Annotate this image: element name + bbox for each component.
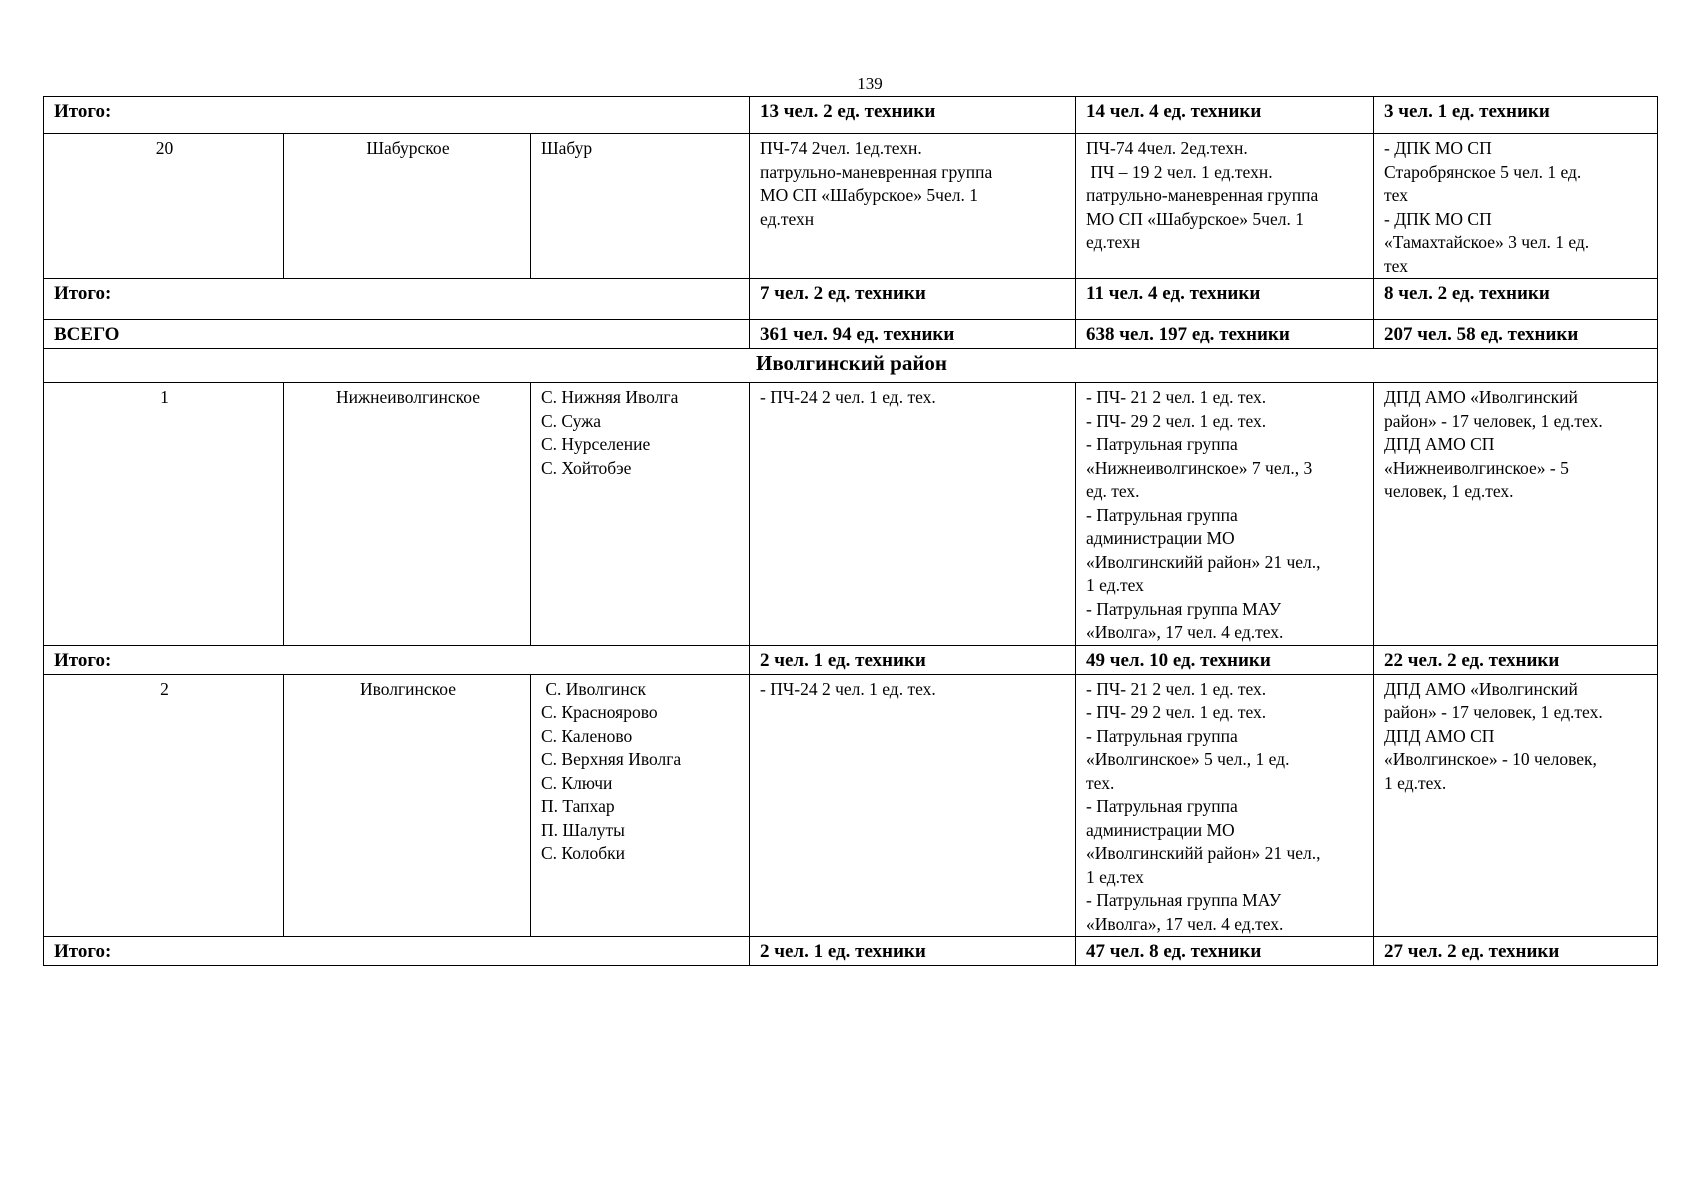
cell-line: Шабур xyxy=(541,138,593,158)
cell-line: - ДПК МО СП xyxy=(1384,138,1492,158)
cell-line: - Патрульная группа xyxy=(1086,434,1238,454)
total-col1: 7 чел. 2 ед. техники xyxy=(750,279,1076,320)
cell-line: С. Красноярово xyxy=(541,702,658,722)
district-title: Иволгинский район xyxy=(44,349,1658,383)
col1-resources xyxy=(750,674,1076,937)
cell-line: тех xyxy=(1384,185,1408,205)
total-col1: 13 чел. 2 ед. техники xyxy=(750,97,1076,134)
cell-line: С. Нижняя Иволга xyxy=(541,387,679,407)
total-label: Итого: xyxy=(44,97,750,134)
col1-resources xyxy=(750,134,1076,279)
grand-total-label: ВСЕГО xyxy=(44,320,750,349)
cell-line: ДПД АМО «Иволгинский xyxy=(1384,678,1578,699)
cell-line: С. Иволгинск xyxy=(541,678,647,699)
cell-line: администрации МО xyxy=(1086,528,1235,548)
total-col2: 47 чел. 8 ед. техники xyxy=(1076,937,1374,966)
cell-line: ДПД АМО СП xyxy=(1384,434,1495,454)
cell-line: «Тамахтайское» 3 чел. 1 ед. xyxy=(1384,232,1590,252)
col3-resources xyxy=(1374,134,1658,279)
total-label: Итого: xyxy=(44,279,750,320)
cell-line: МО СП «Шабурское» 5чел. 1 xyxy=(1086,208,1304,229)
total-col3: 22 чел. 2 ед. техники xyxy=(1374,645,1658,674)
cell-line: С. Каленово xyxy=(541,725,633,746)
col3-resources xyxy=(1374,383,1658,646)
page-number: 139 xyxy=(857,74,883,93)
cell-line: - ДПК МО СП xyxy=(1384,208,1492,229)
total-col3: 27 чел. 2 ед. техники xyxy=(1374,937,1658,966)
cell-line: - ПЧ- 21 2 чел. 1 ед. тех. xyxy=(1086,678,1267,699)
col2-resources xyxy=(1076,674,1374,937)
total-col3: 8 чел. 2 ед. техники xyxy=(1374,279,1658,320)
col1-resources xyxy=(750,383,1076,646)
cell-line: «Иволгинское» - 10 человек, xyxy=(1384,749,1597,769)
cell-line: С. Хойтобэе xyxy=(541,457,632,478)
cell-line: С. Ключи xyxy=(541,772,613,793)
cell-line: район» - 17 человек, 1 ед.тех. xyxy=(1384,702,1603,722)
cell-line: тех. xyxy=(1086,772,1115,793)
total-row-2 xyxy=(44,937,1658,966)
total-col2: 11 чел. 4 ед. техники xyxy=(1076,279,1374,320)
total-col2: 14 чел. 4 ед. техники xyxy=(1076,97,1374,134)
total-row-20 xyxy=(44,279,1658,320)
cell-line: «Иволгинскийй район» 21 чел., xyxy=(1086,843,1321,863)
cell-line: - ПЧ- 29 2 чел. 1 ед. тех. xyxy=(1086,410,1267,431)
cell-line: «Нижнеиволгинское» - 5 xyxy=(1384,457,1569,478)
cell-line: ДПД АМО «Иволгинский xyxy=(1384,387,1578,407)
cell-line: 1 ед.тех xyxy=(1086,866,1144,887)
district-header-row xyxy=(44,349,1658,383)
cell-line: С. Сужа xyxy=(541,410,602,431)
col3-resources xyxy=(1374,674,1658,937)
total-col2: 49 чел. 10 ед. техники xyxy=(1076,645,1374,674)
cell-line: С. Верхняя Иволга xyxy=(541,749,682,769)
cell-line: ед.техн xyxy=(760,208,815,229)
cell-line: - ПЧ- 29 2 чел. 1 ед. тех. xyxy=(1086,702,1267,722)
cell-line: «Иволга», 17 чел. 4 ед.тех. xyxy=(1086,622,1284,642)
col2-resources xyxy=(1076,383,1374,646)
settlement-row-1 xyxy=(44,383,1658,646)
cell-line: ПЧ-74 2чел. 1ед.техн. xyxy=(760,138,922,158)
total-col3: 3 чел. 1 ед. техники xyxy=(1374,97,1658,134)
cell-line: ед. тех. xyxy=(1086,481,1140,501)
cell-line: патрульно-маневренная группа xyxy=(1086,185,1319,205)
cell-line: «Иволга», 17 чел. 4 ед.тех. xyxy=(1086,913,1284,934)
cell-line: - ПЧ-24 2 чел. 1 ед. тех. xyxy=(760,387,936,407)
settlement-name: Нижнеиволгинское xyxy=(284,383,531,646)
cell-line: человек, 1 ед.тех. xyxy=(1384,481,1514,501)
total-col1: 2 чел. 1 ед. техники xyxy=(750,937,1076,966)
total-label: Итого: xyxy=(44,937,750,966)
cell-line: - ПЧ-24 2 чел. 1 ед. тех. xyxy=(760,678,936,699)
cell-line: С. Колобки xyxy=(541,843,625,863)
cell-line: Старобрянское 5 чел. 1 ед. xyxy=(1384,161,1582,182)
villages-cell xyxy=(531,674,750,937)
cell-line: С. Нурселение xyxy=(541,434,651,454)
cell-line: «Нижнеиволгинское» 7 чел., 3 xyxy=(1086,457,1313,478)
villages-cell xyxy=(531,383,750,646)
cell-line: администрации МО xyxy=(1086,819,1235,840)
cell-line: 1 ед.тех. xyxy=(1384,772,1447,793)
settlement-row-2 xyxy=(44,674,1658,937)
total-label: Итого: xyxy=(44,645,750,674)
grand-total-col3: 207 чел. 58 ед. техники xyxy=(1374,320,1658,349)
grand-total-row xyxy=(44,320,1658,349)
settlement-row-20 xyxy=(44,134,1658,279)
cell-line: - Патрульная группа МАУ xyxy=(1086,890,1282,910)
cell-line: «Иволгинскийй район» 21 чел., xyxy=(1086,551,1321,572)
cell-line: ед.техн xyxy=(1086,232,1141,252)
cell-line: ПЧ – 19 2 чел. 1 ед.техн. xyxy=(1086,161,1273,182)
cell-line: МО СП «Шабурское» 5чел. 1 xyxy=(760,185,978,205)
villages-cell xyxy=(531,134,750,279)
grand-total-col2: 638 чел. 197 ед. техники xyxy=(1076,320,1374,349)
row-number: 2 xyxy=(44,674,284,937)
cell-line: ПЧ-74 4чел. 2ед.техн. xyxy=(1086,138,1248,158)
total-row-1 xyxy=(44,645,1658,674)
grand-total-col1: 361 чел. 94 ед. техники xyxy=(750,320,1076,349)
cell-line: тех xyxy=(1384,255,1408,276)
settlement-name: Иволгинское xyxy=(284,674,531,937)
cell-line: - ПЧ- 21 2 чел. 1 ед. тех. xyxy=(1086,387,1267,407)
cell-line: ДПД АМО СП xyxy=(1384,725,1495,746)
cell-line: - Патрульная группа xyxy=(1086,504,1238,525)
cell-line: П. Тапхар xyxy=(541,796,615,816)
cell-line: - Патрульная группа МАУ xyxy=(1086,598,1282,619)
cell-line: - Патрульная группа xyxy=(1086,796,1238,816)
fire-resources-table xyxy=(43,96,1658,966)
cell-line: П. Шалуты xyxy=(541,819,625,840)
total-row-top xyxy=(44,97,1658,134)
row-number: 1 xyxy=(44,383,284,646)
col2-resources xyxy=(1076,134,1374,279)
cell-line: 1 ед.тех xyxy=(1086,575,1144,595)
settlement-name: Шабурское xyxy=(284,134,531,279)
cell-line: - Патрульная группа xyxy=(1086,725,1238,746)
row-number: 20 xyxy=(44,134,284,279)
cell-line: патрульно-маневренная группа xyxy=(760,161,993,182)
cell-line: «Иволгинское» 5 чел., 1 ед. xyxy=(1086,749,1290,769)
cell-line: район» - 17 человек, 1 ед.тех. xyxy=(1384,410,1603,431)
total-col1: 2 чел. 1 ед. техники xyxy=(750,645,1076,674)
